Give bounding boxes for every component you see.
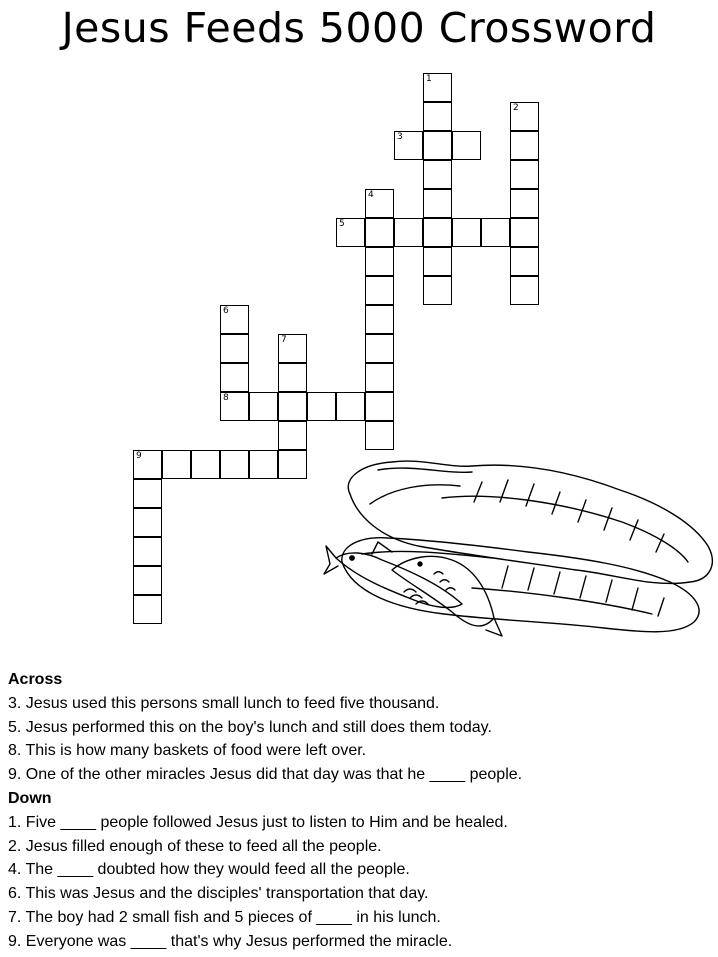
crossword-cell[interactable] [423,131,452,160]
across-heading: Across [8,671,63,688]
crossword-cell[interactable] [423,276,452,305]
crossword-cell[interactable] [510,102,539,131]
clue-down-1: 1. Five ____ people followed Jesus just to listen to Him and be healed. [8,813,508,831]
crossword-cell[interactable] [133,450,162,479]
clue-across-8: 8. This is how many baskets of food were left over. [8,742,367,760]
crossword-cell[interactable] [510,160,539,189]
crossword-cell[interactable] [191,450,220,479]
bread-loaf-front [342,538,699,632]
bread-loaf-back [348,461,712,583]
clue-down-7: 7. The boy had 2 small fish and 5 pieces of ____ in his lunch. [8,908,441,926]
crossword-cell[interactable] [133,537,162,566]
crossword-cell[interactable] [307,392,336,421]
crossword-cell[interactable] [423,73,452,102]
clue-number: 9 [136,451,142,461]
clue-across-9: 9. One of the other miracles Jesus did that day was that he ____ people. [8,766,523,784]
page-title: Jesus Feeds 5000 Crossword [61,4,657,52]
down-heading: Down [8,789,52,807]
crossword-cell[interactable] [278,334,307,363]
crossword-cell[interactable] [365,392,394,421]
clue-down-2: 2. Jesus filled enough of these to feed all the people. [8,837,382,855]
crossword-cell[interactable] [133,595,162,624]
fish-right [392,556,502,636]
crossword-cell[interactable] [510,247,539,276]
clue-number: 4 [368,190,374,200]
crossword-cell[interactable] [481,218,510,247]
crossword-cell[interactable] [510,276,539,305]
clue-number: 5 [339,219,345,229]
crossword-cell[interactable] [249,392,278,421]
crossword-cell[interactable] [336,392,365,421]
crossword-cell[interactable] [365,218,394,247]
clue-across-5: 5. Jesus performed this on the boy's lunch and still does them today. [8,718,492,736]
crossword-cell[interactable] [423,247,452,276]
crossword-cell[interactable] [510,189,539,218]
crossword-cell[interactable] [162,450,191,479]
crossword-cell[interactable] [452,131,481,160]
crossword-cell[interactable] [278,392,307,421]
clue-number: 7 [281,335,287,345]
crossword-cell[interactable] [133,479,162,508]
crossword-cell[interactable] [510,131,539,160]
crossword-cell[interactable] [220,392,249,421]
crossword-cell[interactable] [423,189,452,218]
crossword-cell[interactable] [133,508,162,537]
crossword-cell[interactable] [278,421,307,450]
clue-down-6: 6. This was Jesus and the disciples' transportation that day. [8,885,429,903]
clue-down-9: 9. Everyone was ____ that's why Jesus performed the miracle. [8,932,453,950]
bread-and-fish-illustration [322,442,718,642]
crossword-cell[interactable] [365,189,394,218]
crossword-cell[interactable] [220,363,249,392]
crossword-cell[interactable] [510,218,539,247]
crossword-cell[interactable] [278,450,307,479]
crossword-cell[interactable] [394,131,423,160]
crossword-cell[interactable] [365,363,394,392]
crossword-cell[interactable] [249,450,278,479]
crossword-cell[interactable] [423,218,452,247]
clue-down-4: 4. The ____ doubted how they would feed all the people. [8,861,410,879]
crossword-cell[interactable] [220,305,249,334]
crossword-cell[interactable] [365,247,394,276]
crossword-cell[interactable] [423,160,452,189]
clue-number: 6 [223,306,229,316]
clue-number: 1 [426,74,432,84]
crossword-cell[interactable] [220,334,249,363]
clue-across-3: 3. Jesus used this persons small lunch to feed five thousand. [8,694,440,712]
clue-number: 3 [397,132,403,142]
crossword-cell[interactable] [365,334,394,363]
crossword-cell[interactable] [452,218,481,247]
crossword-cell[interactable] [423,102,452,131]
clue-number: 8 [223,393,229,403]
crossword-cell[interactable] [365,276,394,305]
crossword-cell[interactable] [133,566,162,595]
crossword-cell[interactable] [278,363,307,392]
clue-number: 2 [513,103,519,113]
crossword-cell[interactable] [336,218,365,247]
crossword-cell[interactable] [394,218,423,247]
clue-list [8,668,522,954]
crossword-cell[interactable] [220,450,249,479]
crossword-cell[interactable] [365,305,394,334]
